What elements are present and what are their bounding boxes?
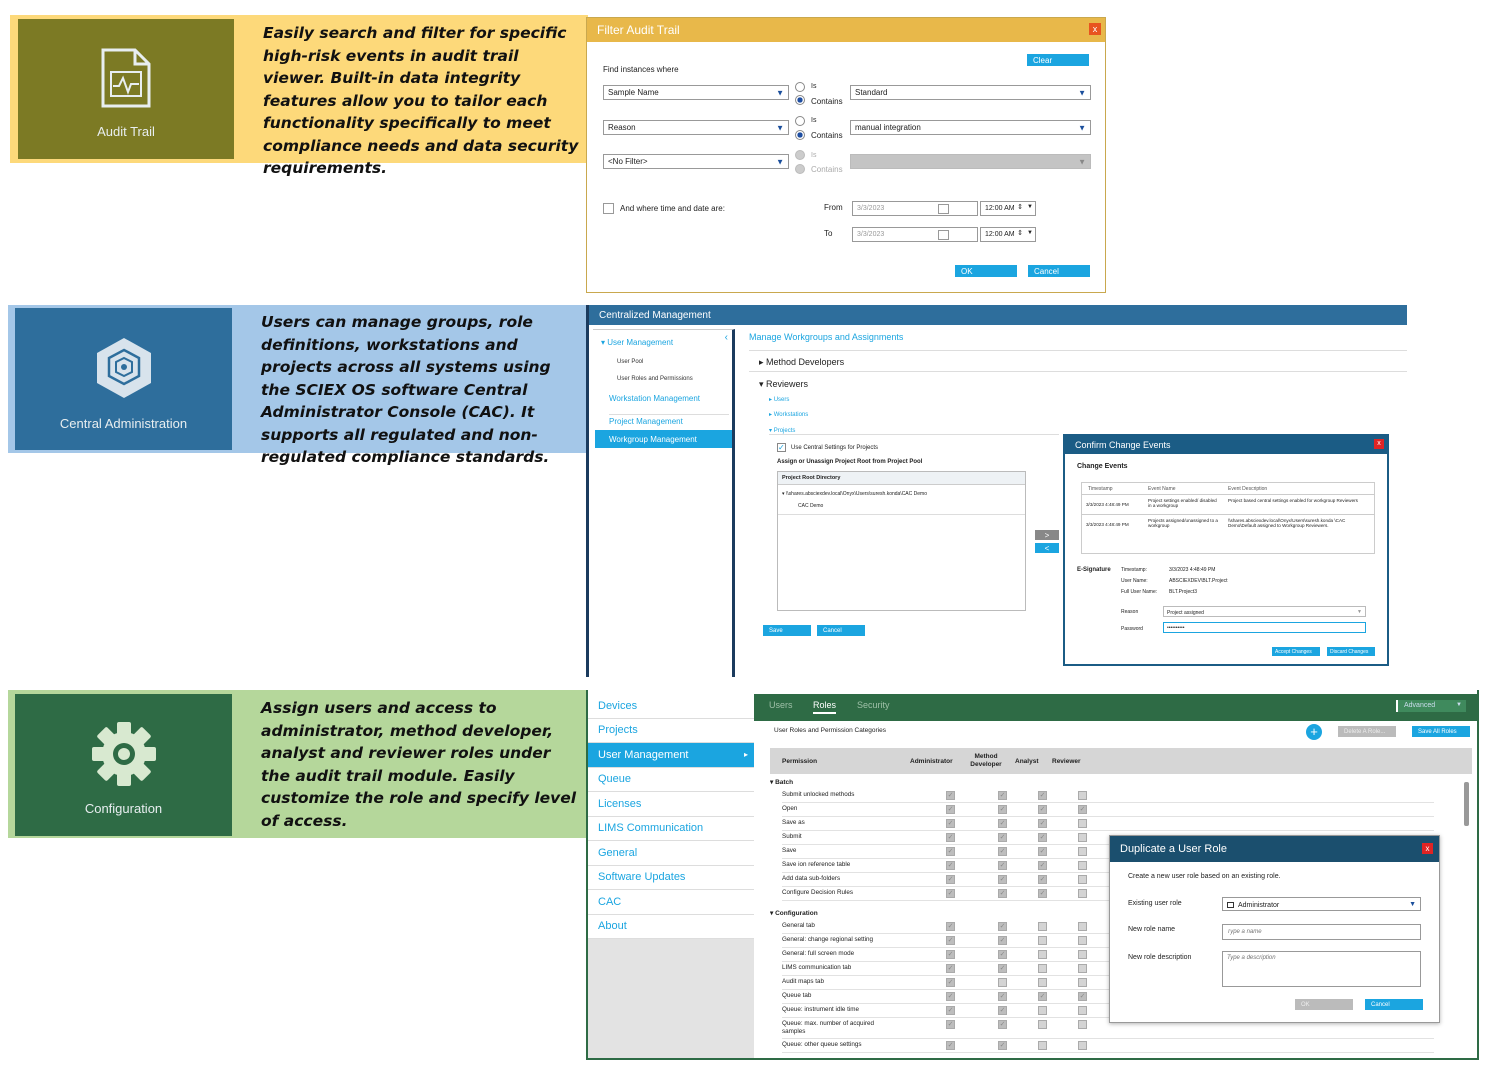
reason-label: Reason: [1121, 609, 1139, 615]
nav-item[interactable]: Devices: [588, 694, 754, 719]
permissions-header: [770, 748, 1472, 774]
to-label: To: [824, 229, 833, 238]
permission-checkbox[interactable]: [1078, 861, 1087, 870]
chevron-down-icon: ▾: [770, 910, 776, 917]
permission-checkbox[interactable]: [1078, 819, 1087, 828]
col-timestamp: Timestamp: [1088, 486, 1113, 492]
use-central-label: Use Central Settings for Projects: [791, 445, 879, 451]
is-radio-2[interactable]: [795, 116, 805, 126]
is-label: Is: [811, 83, 817, 90]
permission-label: Audit maps tab: [782, 978, 825, 985]
permission-label: Add data sub-folders: [782, 875, 841, 882]
window-title-bar: [589, 305, 1407, 325]
clear-button[interactable]: Clear: [1027, 54, 1089, 66]
filter-field-select-1[interactable]: Sample Name ▼: [603, 85, 789, 100]
is-radio-3: [795, 150, 805, 160]
permission-checkbox[interactable]: [1038, 964, 1047, 973]
chevron-down-icon: ▼: [776, 123, 784, 132]
config-sidebar: [588, 694, 754, 1058]
chevron-down-icon[interactable]: ▼: [1027, 204, 1033, 210]
permission-checkbox[interactable]: ✓: [947, 937, 954, 944]
nav-user-pool[interactable]: User Pool: [617, 359, 644, 365]
lock-icon: [1227, 902, 1234, 908]
permission-checkbox[interactable]: ✓: [947, 890, 954, 897]
cm-sidebar: [593, 329, 735, 677]
group-method-developers[interactable]: ▸ Method Developers: [749, 350, 1407, 372]
permission-label: Open: [782, 805, 798, 812]
nav-project-management[interactable]: Project Management: [609, 414, 729, 426]
events-table: [1081, 482, 1375, 554]
col-event-desc: Event Description: [1228, 486, 1268, 492]
nav-item[interactable]: Software Updates: [588, 866, 754, 891]
col-administrator: Administrator: [910, 758, 953, 765]
chevron-down-icon: ▼: [1456, 702, 1462, 708]
permission-checkbox[interactable]: ✓: [1039, 834, 1046, 841]
permission-checkbox[interactable]: ✓: [947, 792, 954, 799]
permission-checkbox[interactable]: ✓: [947, 848, 954, 855]
mode-select[interactable]: Advanced ▼: [1396, 700, 1466, 712]
cancel-button[interactable]: Cancel: [1028, 265, 1090, 277]
find-label: Find instances where: [603, 65, 679, 74]
contains-label: Contains: [811, 131, 843, 140]
permission-checkbox[interactable]: ✓: [947, 979, 954, 986]
permission-checkbox[interactable]: ✓: [999, 1042, 1006, 1049]
permission-checkbox[interactable]: ✓: [1079, 993, 1086, 1000]
permission-checkbox[interactable]: ✓: [947, 1042, 954, 1049]
permission-checkbox[interactable]: ✓: [947, 951, 954, 958]
move-left-button[interactable]: <: [1035, 543, 1059, 553]
permission-checkbox[interactable]: [1078, 833, 1087, 842]
fullname-value: BLT.Project3: [1169, 589, 1197, 595]
scrollbar[interactable]: [1464, 782, 1469, 826]
permission-checkbox[interactable]: ✓: [1039, 876, 1046, 883]
tile-label: Audit Trail: [97, 123, 155, 139]
permission-checkbox[interactable]: [1078, 889, 1087, 898]
chevron-down-icon[interactable]: ▼: [1027, 230, 1033, 236]
table-header: Project Root Directory: [778, 472, 1025, 485]
table-row: [782, 789, 1434, 803]
permission-checkbox[interactable]: ✓: [1039, 792, 1046, 799]
table-row: [782, 803, 1434, 817]
permission-checkbox[interactable]: [1078, 1041, 1087, 1050]
sub-projects[interactable]: ▾ Projects: [769, 427, 1059, 435]
permission-checkbox[interactable]: ✓: [999, 862, 1006, 869]
permission-checkbox[interactable]: [1038, 978, 1047, 987]
permission-checkbox[interactable]: ✓: [1039, 848, 1046, 855]
date-checkbox[interactable]: [603, 203, 614, 214]
is-label: Is: [811, 152, 817, 159]
nav-user-roles[interactable]: User Roles and Permissions: [617, 376, 693, 382]
fullname-label: Full User Name:: [1121, 589, 1158, 595]
permission-checkbox[interactable]: ✓: [999, 820, 1006, 827]
move-right-button[interactable]: >: [1035, 530, 1059, 540]
permission-checkbox[interactable]: [1078, 922, 1087, 931]
close-icon[interactable]: x: [1374, 439, 1384, 449]
nav-item[interactable]: Queue: [588, 768, 754, 793]
permission-checkbox[interactable]: [1078, 964, 1087, 973]
group-label: Configuration: [775, 910, 818, 917]
sub-users[interactable]: ▸ Users: [769, 397, 790, 403]
chevron-down-icon: ▼: [1409, 901, 1416, 908]
permission-checkbox[interactable]: ✓: [947, 876, 954, 883]
new-role-desc-label: New role description: [1128, 954, 1192, 961]
close-icon[interactable]: x: [1422, 843, 1433, 854]
password-label: Password: [1121, 626, 1143, 632]
permission-checkbox[interactable]: [1078, 791, 1087, 800]
from-date-input[interactable]: 3/3/2023: [852, 201, 978, 216]
chevron-down-icon: ▼: [1357, 609, 1362, 615]
contains-label: Contains: [811, 165, 843, 174]
chevron-right-icon: ▸: [743, 750, 748, 760]
to-date-input[interactable]: 3/3/2023: [852, 227, 978, 242]
permission-checkbox[interactable]: ✓: [999, 937, 1006, 944]
existing-role-label: Existing user role: [1128, 900, 1182, 907]
filter-value-select-3: [850, 154, 1091, 169]
permission-checkbox[interactable]: ✓: [947, 834, 954, 841]
tab-security[interactable]: Security: [857, 700, 890, 710]
permission-checkbox[interactable]: ✓: [999, 965, 1006, 972]
nav-workstation-management[interactable]: Workstation Management: [609, 394, 701, 403]
permission-group[interactable]: [770, 909, 818, 917]
contains-radio-1[interactable]: [795, 95, 805, 105]
nav-item[interactable]: CAC: [588, 890, 754, 915]
permission-label: Queue: instrument idle time: [782, 1006, 859, 1013]
permission-checkbox[interactable]: [1038, 922, 1047, 931]
permission-checkbox[interactable]: ✓: [999, 1007, 1006, 1014]
permission-label: Save as: [782, 819, 805, 826]
from-label: From: [824, 203, 843, 212]
permission-checkbox[interactable]: ✓: [947, 1021, 954, 1028]
permission-label: Queue: other queue settings: [782, 1041, 862, 1048]
calendar-icon[interactable]: [938, 204, 949, 214]
permission-label: Save: [782, 847, 797, 854]
permission-checkbox[interactable]: ✓: [947, 862, 954, 869]
dialog-title: Duplicate a User Role: [1120, 843, 1227, 855]
hexagon-cube-icon: [94, 336, 154, 400]
nav-item[interactable]: General: [588, 841, 754, 866]
permission-label: Queue tab: [782, 992, 812, 999]
project-root-table: [777, 471, 1026, 611]
permission-checkbox[interactable]: ✓: [999, 923, 1006, 930]
audit-document-icon: [99, 46, 153, 110]
tab-roles[interactable]: Roles: [813, 700, 836, 714]
to-time-input[interactable]: 12:00 AM ⇕ ▼: [980, 227, 1036, 242]
categories-label: User Roles and Permission Categories: [774, 727, 886, 734]
collapse-icon[interactable]: ‹: [724, 332, 728, 343]
table-row: 3/3/2023 4:48:49 PM Project settings enabled/ disabled in a workgroup Project based central settings enabled for workgroup Reviewers: [1082, 495, 1374, 515]
is-radio-1[interactable]: [795, 82, 805, 92]
permission-checkbox[interactable]: [1038, 936, 1047, 945]
group-reviewers[interactable]: ▾ Reviewers: [759, 379, 809, 389]
is-label: Is: [811, 117, 817, 124]
new-role-desc-input[interactable]: [1222, 951, 1421, 987]
permission-checkbox[interactable]: ✓: [999, 890, 1006, 897]
esignature-label: E-Signature: [1077, 567, 1111, 573]
filter-field-select-2[interactable]: Reason ▼: [603, 120, 789, 135]
chevron-down-icon: ▾: [770, 779, 776, 786]
chevron-down-icon: ▼: [776, 88, 784, 97]
nav-workgroup-management[interactable]: Workgroup Management: [595, 430, 732, 448]
contains-radio-2[interactable]: [795, 130, 805, 140]
from-time-input[interactable]: 12:00 AM ⇕ ▼: [980, 201, 1036, 216]
permission-checkbox[interactable]: [1078, 875, 1087, 884]
col-event-name: Event Name: [1148, 486, 1176, 492]
calendar-icon[interactable]: [938, 230, 949, 240]
gear-icon: [91, 721, 157, 787]
permission-label: Submit unlocked methods: [782, 791, 855, 798]
new-role-name-label: New role name: [1128, 926, 1176, 933]
tab-bar: [754, 694, 1479, 721]
delete-role-button: Delete A Role...: [1338, 726, 1396, 737]
permission-label: Submit: [782, 833, 802, 840]
dialog-title: Confirm Change Events: [1075, 440, 1171, 450]
configuration-tile: [15, 694, 232, 836]
permission-checkbox[interactable]: ✓: [999, 951, 1006, 958]
confirm-change-events-dialog: [1063, 434, 1389, 666]
permission-checkbox[interactable]: [1038, 1006, 1047, 1015]
use-central-checkbox[interactable]: ✓: [778, 443, 785, 452]
permission-checkbox[interactable]: ✓: [1039, 890, 1046, 897]
chevron-down-icon: ▼: [1078, 88, 1086, 97]
dialog-title: Filter Audit Trail: [597, 23, 680, 37]
col-analyst: Analyst: [1015, 758, 1039, 765]
sub-workstations[interactable]: ▸ Workstations: [769, 412, 809, 418]
chevron-down-icon: ▼: [1078, 123, 1086, 132]
chevron-down-icon: ▼: [776, 157, 784, 166]
permission-checkbox[interactable]: [1038, 950, 1047, 959]
reason-select[interactable]: Project assigned ▼: [1163, 606, 1366, 617]
spinner-icon[interactable]: ⇕: [1017, 204, 1023, 211]
permission-checkbox[interactable]: ✓: [947, 806, 954, 813]
nav-user-management[interactable]: ▾ User Management: [601, 338, 674, 347]
nav-item[interactable]: Projects: [588, 719, 754, 744]
main-title: Manage Workgroups and Assignments: [749, 332, 904, 342]
permission-checkbox[interactable]: [1078, 1020, 1087, 1029]
permission-checkbox[interactable]: ✓: [1039, 806, 1046, 813]
tile-label: Configuration: [84, 800, 163, 816]
permission-checkbox[interactable]: ✓: [947, 1007, 954, 1014]
permission-label: Queue: max. number of acquired samples: [782, 1020, 875, 1035]
central-administration-tile: [15, 308, 232, 450]
col-reviewer: Reviewer: [1052, 758, 1081, 765]
permission-checkbox[interactable]: ✓: [1039, 862, 1046, 869]
permission-checkbox[interactable]: ✓: [999, 1021, 1006, 1028]
add-role-icon[interactable]: +: [1306, 724, 1322, 740]
password-field[interactable]: ••••••••••: [1163, 622, 1366, 633]
permission-checkbox[interactable]: ✓: [947, 993, 954, 1000]
nav-item[interactable]: Licenses: [588, 792, 754, 817]
table-row: [782, 1039, 1434, 1053]
nav-item[interactable]: About: [588, 915, 754, 940]
permission-label: General: change regional setting: [782, 936, 874, 943]
window-title: Centralized Management: [599, 309, 711, 321]
tile-label: Central Administration: [59, 415, 188, 431]
permission-checkbox[interactable]: ✓: [999, 993, 1006, 1000]
admin-description: Users can manage groups, role definitions, workstations and projects across all systems using the SCIEX OS software Central Administrator Console (CAC). It supports all regulated and non-regulated compliance standards.: [261, 313, 551, 466]
ok-button[interactable]: OK: [955, 265, 1017, 277]
permission-checkbox[interactable]: [1078, 950, 1087, 959]
change-events-label: Change Events: [1077, 463, 1128, 470]
spinner-icon[interactable]: ⇕: [1017, 230, 1023, 237]
tree-child[interactable]: CAC Demo: [778, 497, 1025, 515]
save-button[interactable]: Save: [763, 625, 811, 636]
col-permission: Permission: [782, 758, 818, 765]
nav-item[interactable]: LIMS Communication: [588, 817, 754, 842]
filter-field-select-3[interactable]: <No Filter> ▼: [603, 154, 789, 169]
discard-changes-button[interactable]: Discard Changes: [1327, 647, 1375, 656]
permission-checkbox[interactable]: ✓: [947, 923, 954, 930]
close-icon[interactable]: x: [1089, 23, 1101, 35]
ok-button: OK: [1295, 999, 1353, 1010]
permission-checkbox[interactable]: [1038, 1020, 1047, 1029]
tab-users[interactable]: Users: [769, 700, 793, 710]
permission-checkbox[interactable]: [1038, 1041, 1047, 1050]
table-row: 3/3/2023 4:48:49 PM Projects assigned/unassigned to a workgroup \\shares.absciexdev.local\Onyx\Users\suresh.konda \CAC Demo\Default assigned to Workgroup Reviewers.: [1086, 518, 1346, 528]
permission-checkbox[interactable]: ✓: [999, 848, 1006, 855]
dup-intro: Create a new user role based on an existing role.: [1128, 873, 1281, 880]
contains-radio-3: [795, 164, 805, 174]
username-value: ABSCIEXDEV\BLT.Project: [1169, 578, 1228, 584]
permission-group[interactable]: [770, 778, 793, 786]
permission-checkbox[interactable]: [1078, 936, 1087, 945]
permission-checkbox[interactable]: ✓: [947, 820, 954, 827]
permission-checkbox[interactable]: [998, 978, 1007, 987]
timestamp-value: 3/3/2023 4:48:49 PM: [1169, 567, 1216, 573]
permission-label: General: full screen mode: [782, 950, 855, 957]
permission-checkbox[interactable]: [1078, 847, 1087, 856]
filter-audit-trail-dialog: [586, 17, 1106, 293]
accept-changes-button[interactable]: Accept Changes: [1272, 647, 1320, 656]
permission-checkbox[interactable]: ✓: [999, 876, 1006, 883]
new-role-name-input[interactable]: [1222, 924, 1421, 940]
permission-checkbox[interactable]: ✓: [1039, 820, 1046, 827]
nav-item[interactable]: User Management ▸: [588, 743, 754, 768]
cancel-button[interactable]: Cancel: [817, 625, 865, 636]
permission-checkbox[interactable]: [1078, 1006, 1087, 1015]
username-label: User Name:: [1121, 578, 1148, 584]
tree-root[interactable]: ▾ \\shares.absciexdev.local\Onyx\Users\suresh.konda\CAC Demo: [782, 491, 927, 497]
permission-checkbox[interactable]: ✓: [1039, 993, 1046, 1000]
date-checkbox-label: And where time and date are:: [620, 204, 725, 213]
audit-description: Easily search and filter for specific high-risk events in audit trail viewer. Built-in data integrity features allow you to tailor each functionality specifically to meet compliance needs and data security requirements.: [263, 24, 579, 177]
permission-label: LIMS communication tab: [782, 964, 852, 971]
permission-checkbox[interactable]: ✓: [1079, 806, 1086, 813]
timestamp-label: Timestamp:: [1121, 567, 1147, 573]
filter-value-select-2[interactable]: manual integration ▼: [850, 120, 1091, 135]
permission-checkbox[interactable]: [1078, 978, 1087, 987]
chevron-down-icon: ▼: [1078, 157, 1086, 166]
permission-label: Save ion reference table: [782, 861, 851, 868]
existing-role-select[interactable]: Administrator ▼: [1222, 897, 1421, 911]
assign-label: Assign or Unassign Project Root from Project Pool: [777, 459, 923, 465]
audit-trail-tile: [18, 19, 234, 159]
permission-label: General tab: [782, 922, 815, 929]
save-all-roles-button[interactable]: Save All Roles: [1412, 726, 1470, 737]
permission-checkbox[interactable]: ✓: [999, 806, 1006, 813]
permission-checkbox[interactable]: ✓: [947, 965, 954, 972]
config-description: Assign users and access to administrator, method developer, analyst and reviewer roles under the audit trail module. Easily customize the role and specify level of access.: [261, 699, 577, 830]
filter-value-select-1[interactable]: Standard ▼: [850, 85, 1091, 100]
cancel-button[interactable]: Cancel: [1365, 999, 1423, 1010]
table-row: [782, 817, 1434, 831]
duplicate-user-role-dialog: [1109, 835, 1440, 1023]
contains-label: Contains: [811, 97, 843, 106]
col-method-developer: Method Developer: [970, 753, 1002, 768]
permission-checkbox[interactable]: ✓: [999, 792, 1006, 799]
permission-label: Configure Decision Rules: [782, 889, 854, 896]
group-label: Batch: [775, 779, 794, 786]
permission-checkbox[interactable]: ✓: [999, 834, 1006, 841]
